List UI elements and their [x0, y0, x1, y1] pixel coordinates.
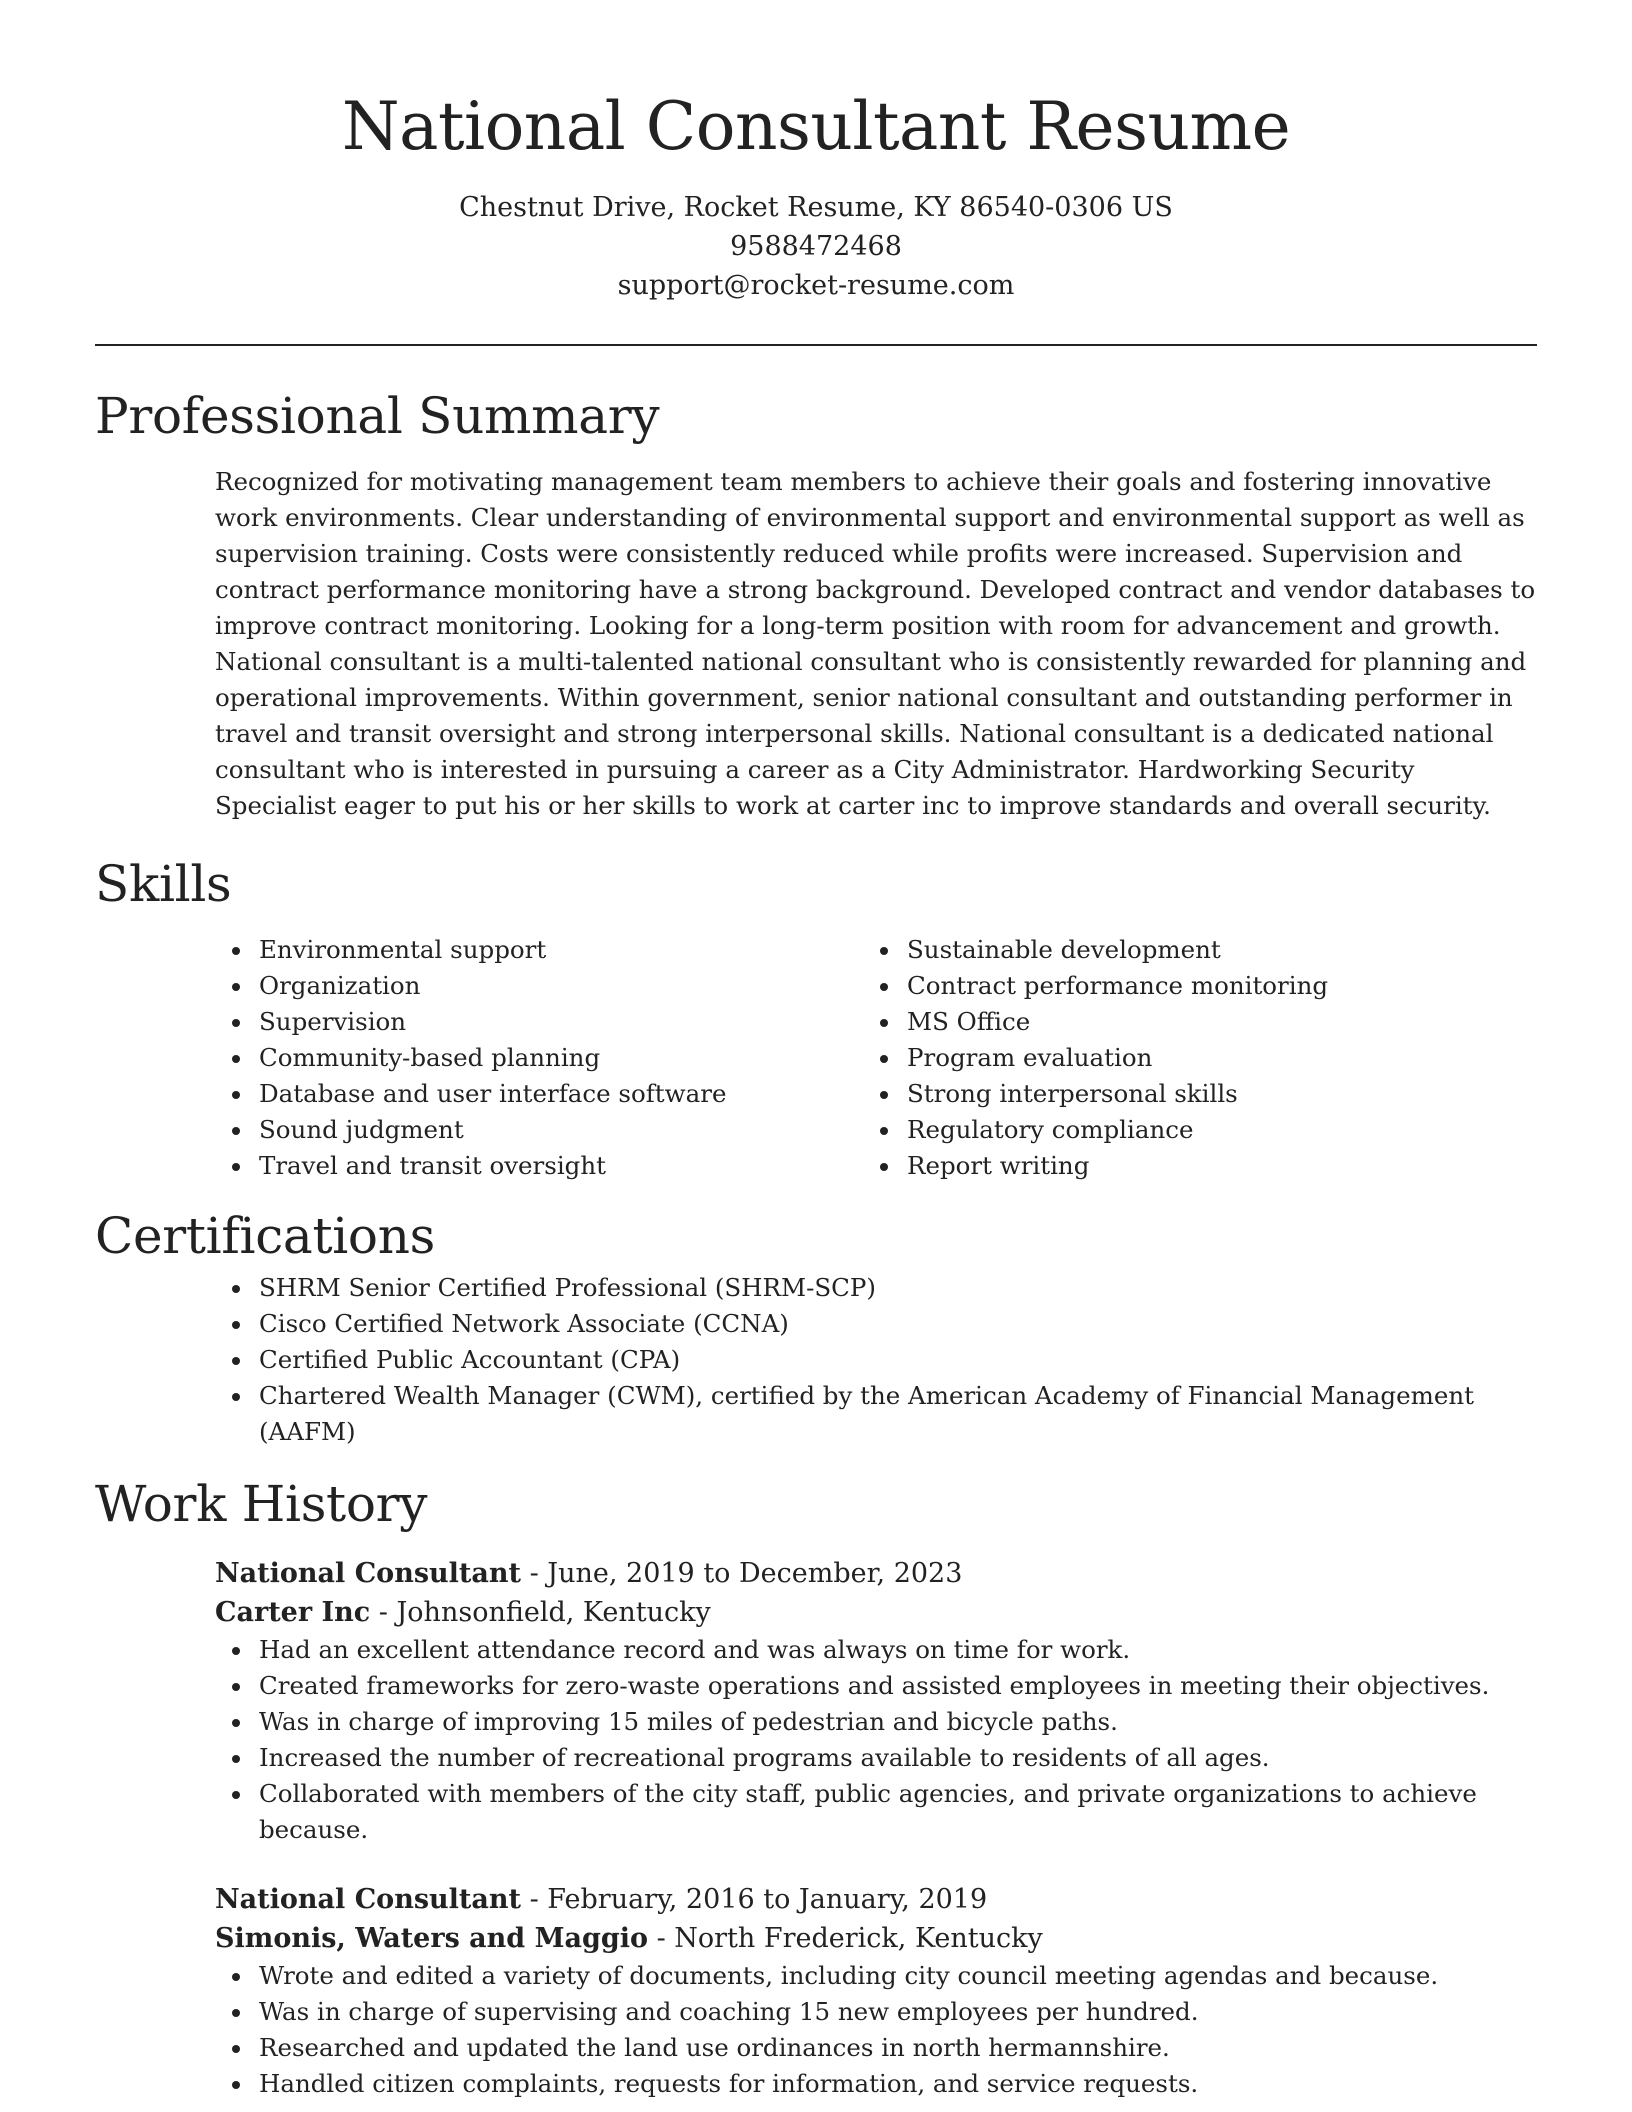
job-role: National Consultant	[215, 1558, 521, 1589]
skill-item: Regulatory compliance	[863, 1112, 1511, 1148]
skills-list-right	[863, 932, 1511, 1184]
job-company: Carter Inc	[215, 1597, 371, 1628]
skill-item: Travel and transit oversight	[215, 1148, 863, 1184]
skill-item: Environmental support	[215, 932, 863, 968]
job-location: - Johnsonfield, Kentucky	[370, 1597, 711, 1628]
header-divider	[95, 344, 1537, 346]
skills-heading: Skills	[95, 855, 232, 913]
job-location: - North Frederick, Kentucky	[647, 1923, 1043, 1954]
job-duties-list	[215, 1958, 1537, 2102]
job-duty-item: Was in charge of improving 15 miles of pedestrian and bicycle paths.	[215, 1704, 1537, 1740]
skill-item: Sound judgment	[215, 1112, 863, 1148]
job-dates: - June, 2019 to December, 2023	[520, 1558, 963, 1589]
skill-item: Supervision	[215, 1004, 863, 1040]
skill-item: Program evaluation	[863, 1040, 1511, 1076]
skill-item: MS Office	[863, 1004, 1511, 1040]
contact-address: Chestnut Drive, Rocket Resume, KY 86540-0306 US	[459, 192, 1173, 223]
job-dates: - February, 2016 to January, 2019	[520, 1884, 988, 1915]
skills-list-left	[215, 932, 863, 1184]
summary-heading: Professional Summary	[95, 387, 660, 445]
summary-section	[95, 464, 1537, 824]
skill-item: Strong interpersonal skills	[863, 1076, 1511, 1112]
job-entry	[215, 1880, 1537, 2102]
certifications-section	[95, 1270, 1537, 1450]
resume-title: National Consultant Resume	[341, 88, 1291, 165]
job-duty-item: Was in charge of supervising and coaching 15 new employees per hundred.	[215, 1994, 1537, 2030]
job-duty-item: Handled citizen complaints, requests for information, and service requests.	[215, 2066, 1537, 2102]
job-entry	[215, 1554, 1537, 1848]
skill-item: Contract performance monitoring	[863, 968, 1511, 1004]
skill-item: Organization	[215, 968, 863, 1004]
job-duty-item: Had an excellent attendance record and was always on time for work.	[215, 1632, 1537, 1668]
skills-section	[95, 932, 1537, 1184]
certification-item: SHRM Senior Certified Professional (SHRM-SCP)	[215, 1270, 1537, 1306]
job-duty-item: Wrote and edited a variety of documents, including city council meeting agendas and because.	[215, 1958, 1537, 1994]
skill-item: Database and user interface software	[215, 1076, 863, 1112]
certification-item: Chartered Wealth Manager (CWM), certified by the American Academy of Financial Management (AAFM)	[215, 1378, 1537, 1450]
summary-text: Recognized for motivating management team members to achieve their goals and fostering innovative work environments. Clear understanding of environmental support and environmental support as well as supervision training. Costs were consistently reduced while profits were increased. Supervision and contract performance monitoring have a strong background. Developed contract and vendor databases to improve contract monitoring. Looking for a long-term position with room for advancement and growth. National consultant is a multi-talented national consultant who is consistently rewarded for planning and operational improvements. Within government, senior national consultant and outstanding performer in travel and transit oversight and strong interpersonal skills. National consultant is a dedicated national consultant who is interested in pursuing a career as a City Administrator. Hardworking Security Specialist eager to put his or her skills to work at carter inc to improve standards and overall security.	[215, 467, 1536, 820]
job-company: Simonis, Waters and Maggio	[215, 1923, 648, 1954]
contact-block	[95, 188, 1537, 305]
job-company-line	[215, 1919, 1537, 1958]
contact-phone: 9588472468	[730, 231, 902, 262]
work-history-heading: Work History	[95, 1475, 428, 1533]
skill-item: Community-based planning	[215, 1040, 863, 1076]
contact-email: support@rocket-resume.com	[617, 270, 1015, 301]
resume-header	[95, 0, 1537, 305]
job-role: National Consultant	[215, 1884, 521, 1915]
skills-grid	[215, 932, 1537, 1184]
skill-item: Sustainable development	[863, 932, 1511, 968]
certifications-heading: Certifications	[95, 1207, 435, 1265]
certifications-list	[215, 1270, 1537, 1450]
job-duty-item: Collaborated with members of the city staff, public agencies, and private organizations to achieve because.	[215, 1776, 1537, 1848]
job-title-line	[215, 1880, 1537, 1919]
job-title-line	[215, 1554, 1537, 1593]
job-company-line	[215, 1593, 1537, 1632]
job-duties-list	[215, 1632, 1537, 1848]
job-duty-item: Researched and updated the land use ordinances in north hermannshire.	[215, 2030, 1537, 2066]
skill-item: Report writing	[863, 1148, 1511, 1184]
job-duty-item: Created frameworks for zero-waste operations and assisted employees in meeting their objectives.	[215, 1668, 1537, 1704]
certification-item: Cisco Certified Network Associate (CCNA)	[215, 1306, 1537, 1342]
work-history-section	[95, 1554, 1537, 2102]
certification-item: Certified Public Accountant (CPA)	[215, 1342, 1537, 1378]
job-duty-item: Increased the number of recreational programs available to residents of all ages.	[215, 1740, 1537, 1776]
